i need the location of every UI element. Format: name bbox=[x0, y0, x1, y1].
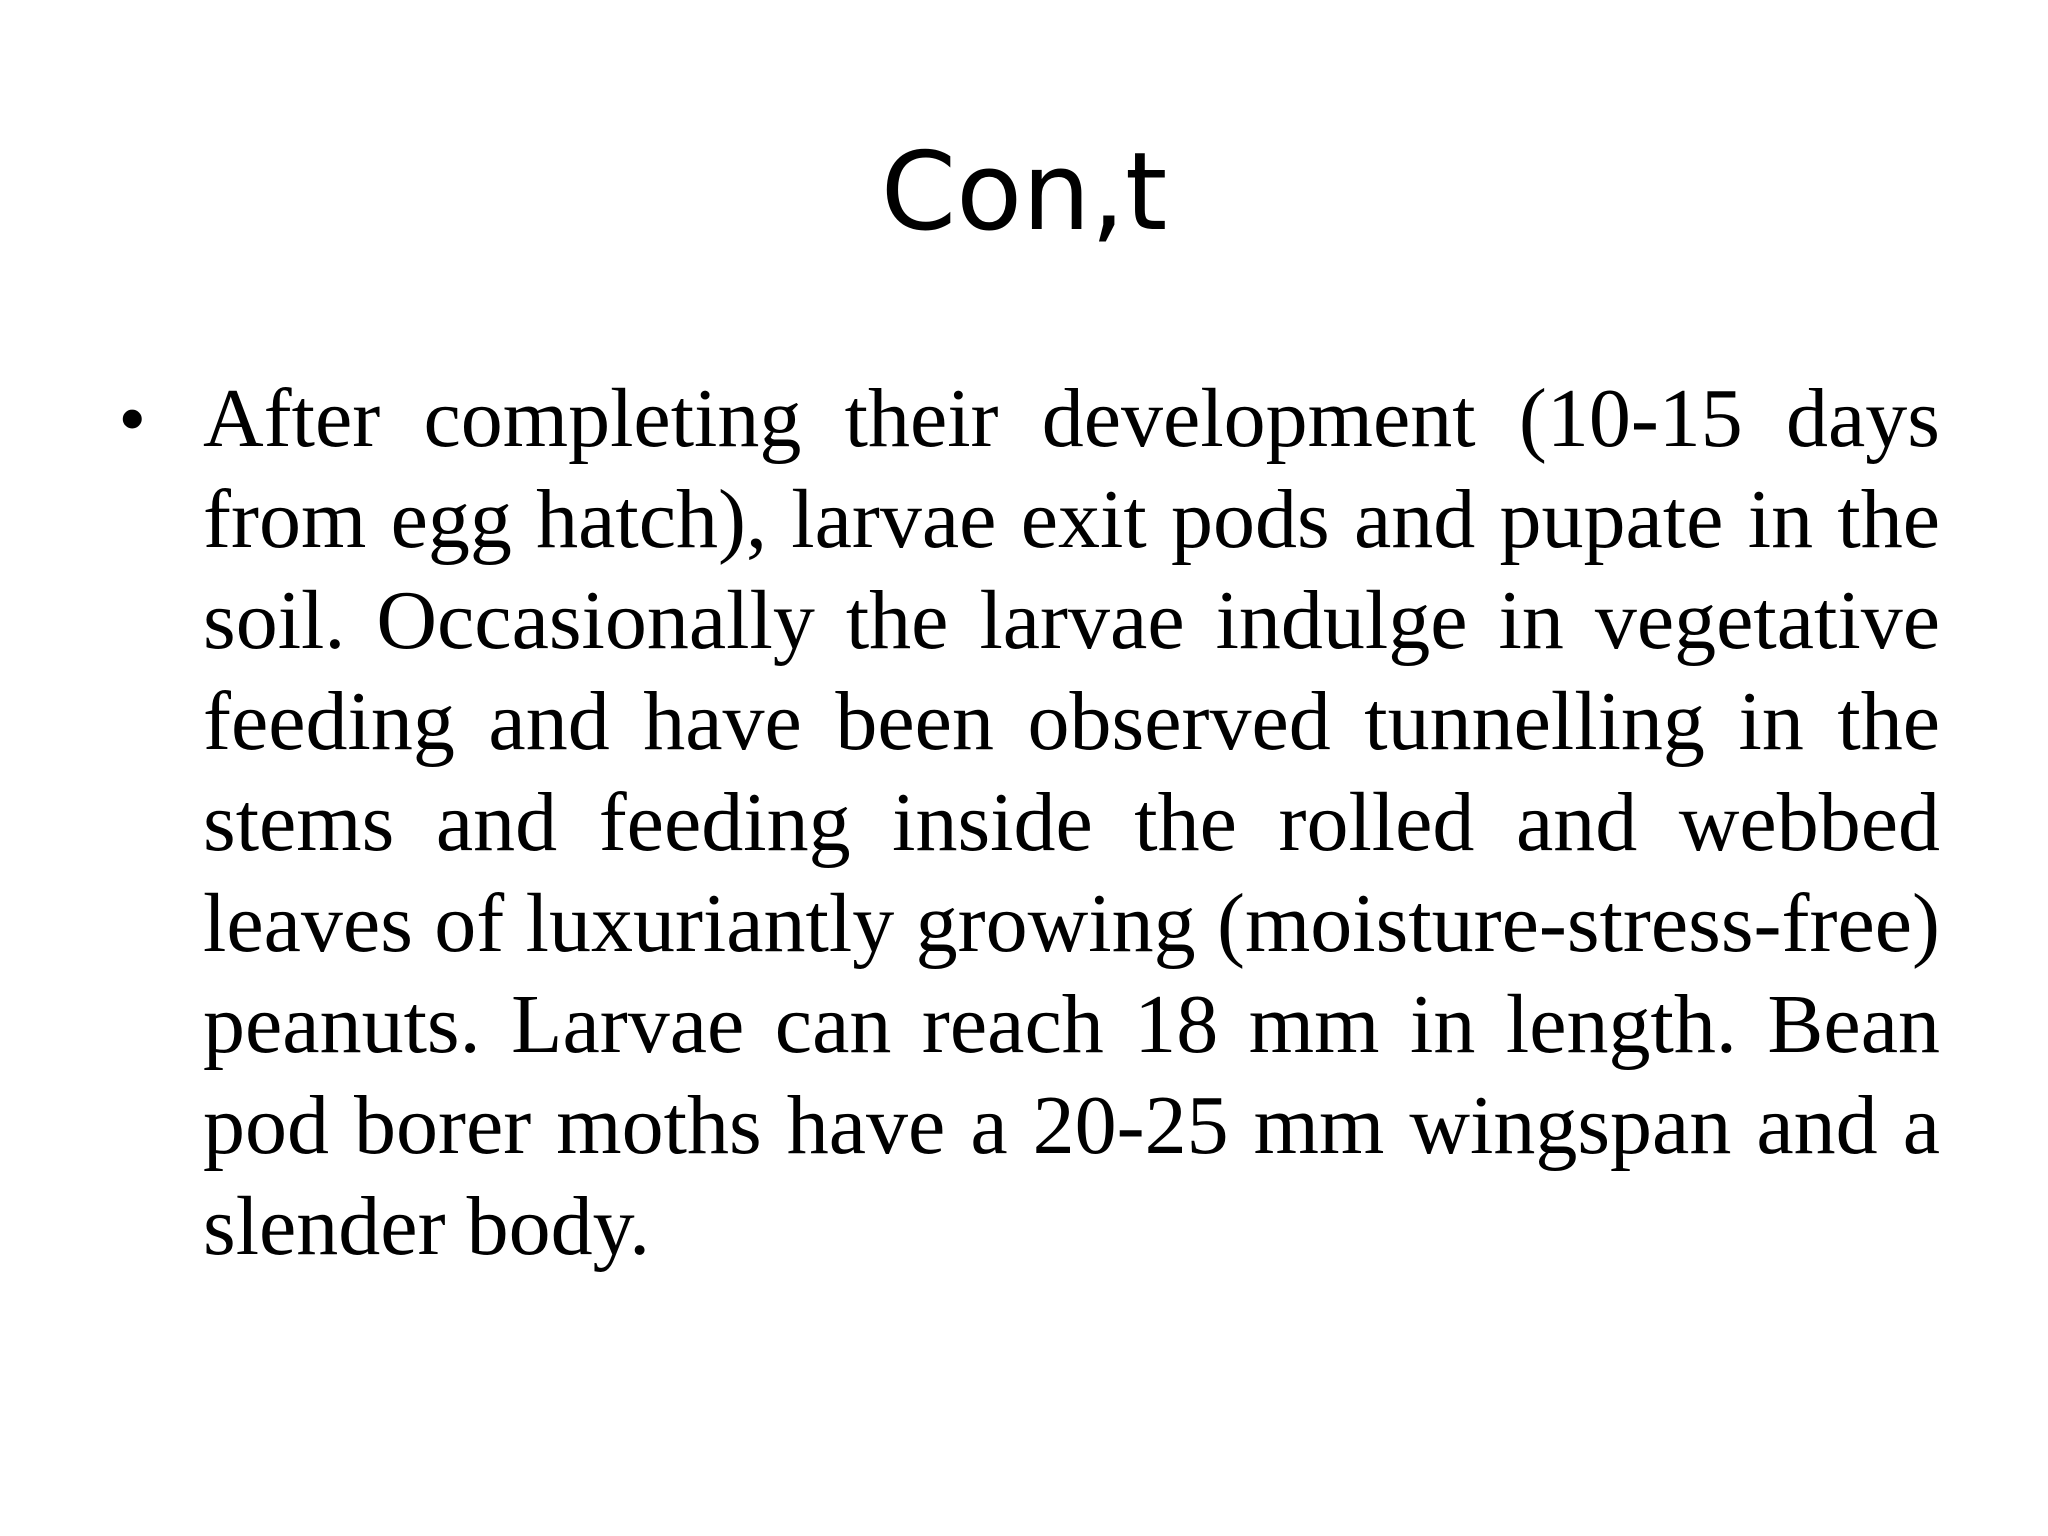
bullet-dot-icon: • bbox=[120, 379, 145, 457]
bullet-item bbox=[120, 368, 1940, 1277]
bullet-list bbox=[120, 368, 1940, 1277]
slide-title: Con,t bbox=[880, 130, 1168, 255]
bullet-text: After completing their development (10-15 days from egg hatch), larvae exit pods and pupate in the soil. Occasionally the larvae indulge in vegetative feeding and have been observed tunnelling in the stems and feeding inside the rolled and webbed leaves of luxuriantly growing (moisture-stress-free) peanuts. Larvae can reach 18 mm in length. Bean pod borer moths have a 20-25 mm wingspan and a slender body. bbox=[203, 372, 1940, 1273]
